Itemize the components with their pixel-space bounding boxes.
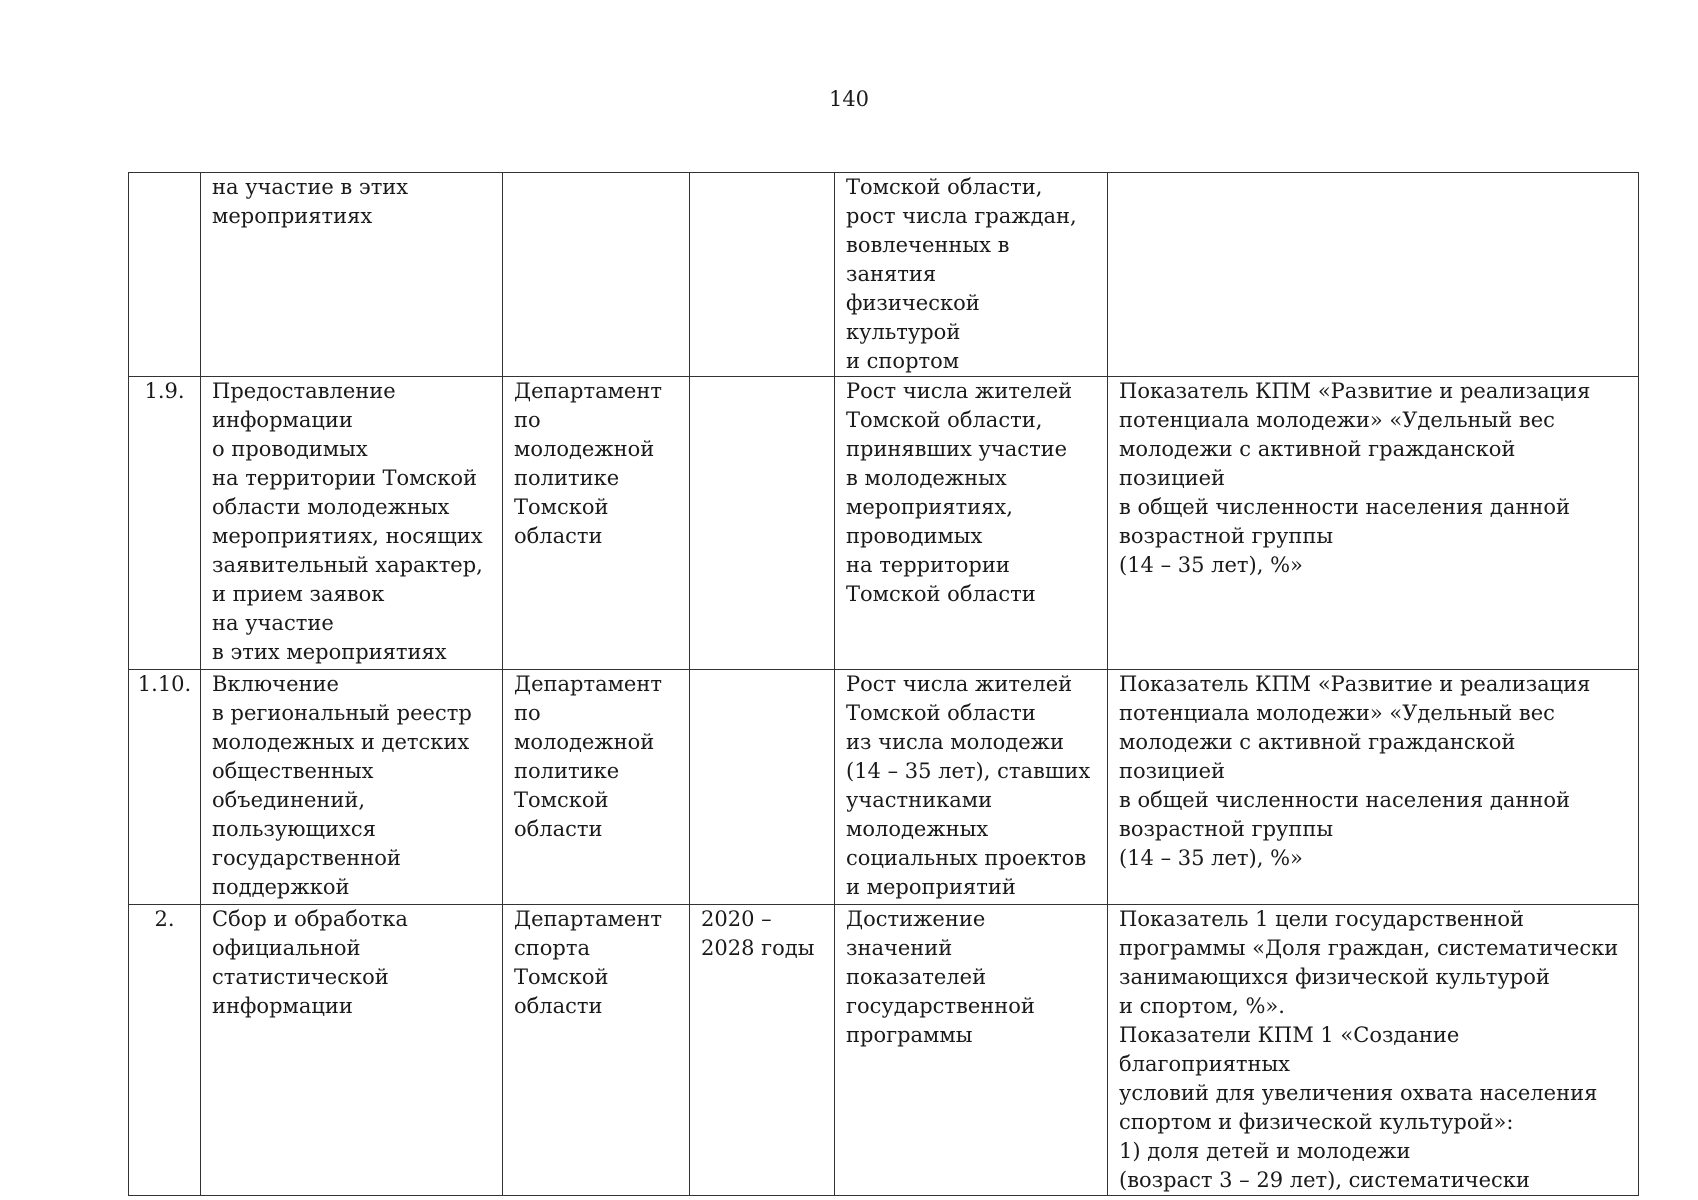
result-cell: Рост числа жителей Томской области из числа молодежи (14 – 35 лет), ставших участниками молодежных социальных проектов и мероприятий xyxy=(835,670,1108,905)
activity-cell: Предоставление информации о проводимых на территории Томской области молодежных мероприятиях, носящих заявительный характер, и прием заявок на участие в этих мероприятиях xyxy=(201,377,503,670)
indicator-cell xyxy=(1108,173,1639,377)
period-cell xyxy=(690,173,835,377)
activity-cell: на участие в этих мероприятиях xyxy=(201,173,503,377)
period-cell xyxy=(690,670,835,905)
executor-cell xyxy=(503,173,690,377)
row-number: 2. xyxy=(129,905,201,1196)
page-number: 140 xyxy=(828,87,870,111)
executor-cell: Департамент по молодежной политике Томской области xyxy=(503,670,690,905)
result-cell: Достижение значений показателей государственной программы xyxy=(835,905,1108,1196)
activity-cell: Включение в региональный реестр молодежных и детских общественных объединений, пользующихся государственной поддержкой xyxy=(201,670,503,905)
result-cell: Рост числа жителей Томской области, принявших участие в молодежных мероприятиях, проводимых на территории Томской области xyxy=(835,377,1108,670)
table-row xyxy=(129,670,1639,905)
activity-cell: Сбор и обработка официальной статистической информации xyxy=(201,905,503,1196)
table-row xyxy=(129,377,1639,670)
row-number: 1.10. xyxy=(129,670,201,905)
period-cell xyxy=(690,377,835,670)
row-number xyxy=(129,173,201,377)
result-cell: Томской области, рост числа граждан, вовлеченных в занятия физической культурой и спортом xyxy=(835,173,1108,377)
table-row xyxy=(129,905,1639,1196)
table-row xyxy=(129,173,1639,377)
indicator-cell: Показатель 1 цели государственной программы «Доля граждан, систематически занимающихся физической культурой и спортом, %». Показатели КПМ 1 «Создание благоприятных условий для увеличения охвата населения спортом и физической культурой»: 1) доля детей и молодежи (возраст 3 – 29 лет), систематически xyxy=(1108,905,1639,1196)
indicator-cell: Показатель КПМ «Развитие и реализация потенциала молодежи» «Удельный вес молодежи с активной гражданской позицией в общей численности населения данной возрастной группы (14 – 35 лет), %» xyxy=(1108,670,1639,905)
row-number: 1.9. xyxy=(129,377,201,670)
executor-cell: Департамент спорта Томской области xyxy=(503,905,690,1196)
program-table xyxy=(128,172,1639,1196)
period-cell: 2020 – 2028 годы xyxy=(690,905,835,1196)
executor-cell: Департамент по молодежной политике Томской области xyxy=(503,377,690,670)
indicator-cell: Показатель КПМ «Развитие и реализация потенциала молодежи» «Удельный вес молодежи с активной гражданской позицией в общей численности населения данной возрастной группы (14 – 35 лет), %» xyxy=(1108,377,1639,670)
